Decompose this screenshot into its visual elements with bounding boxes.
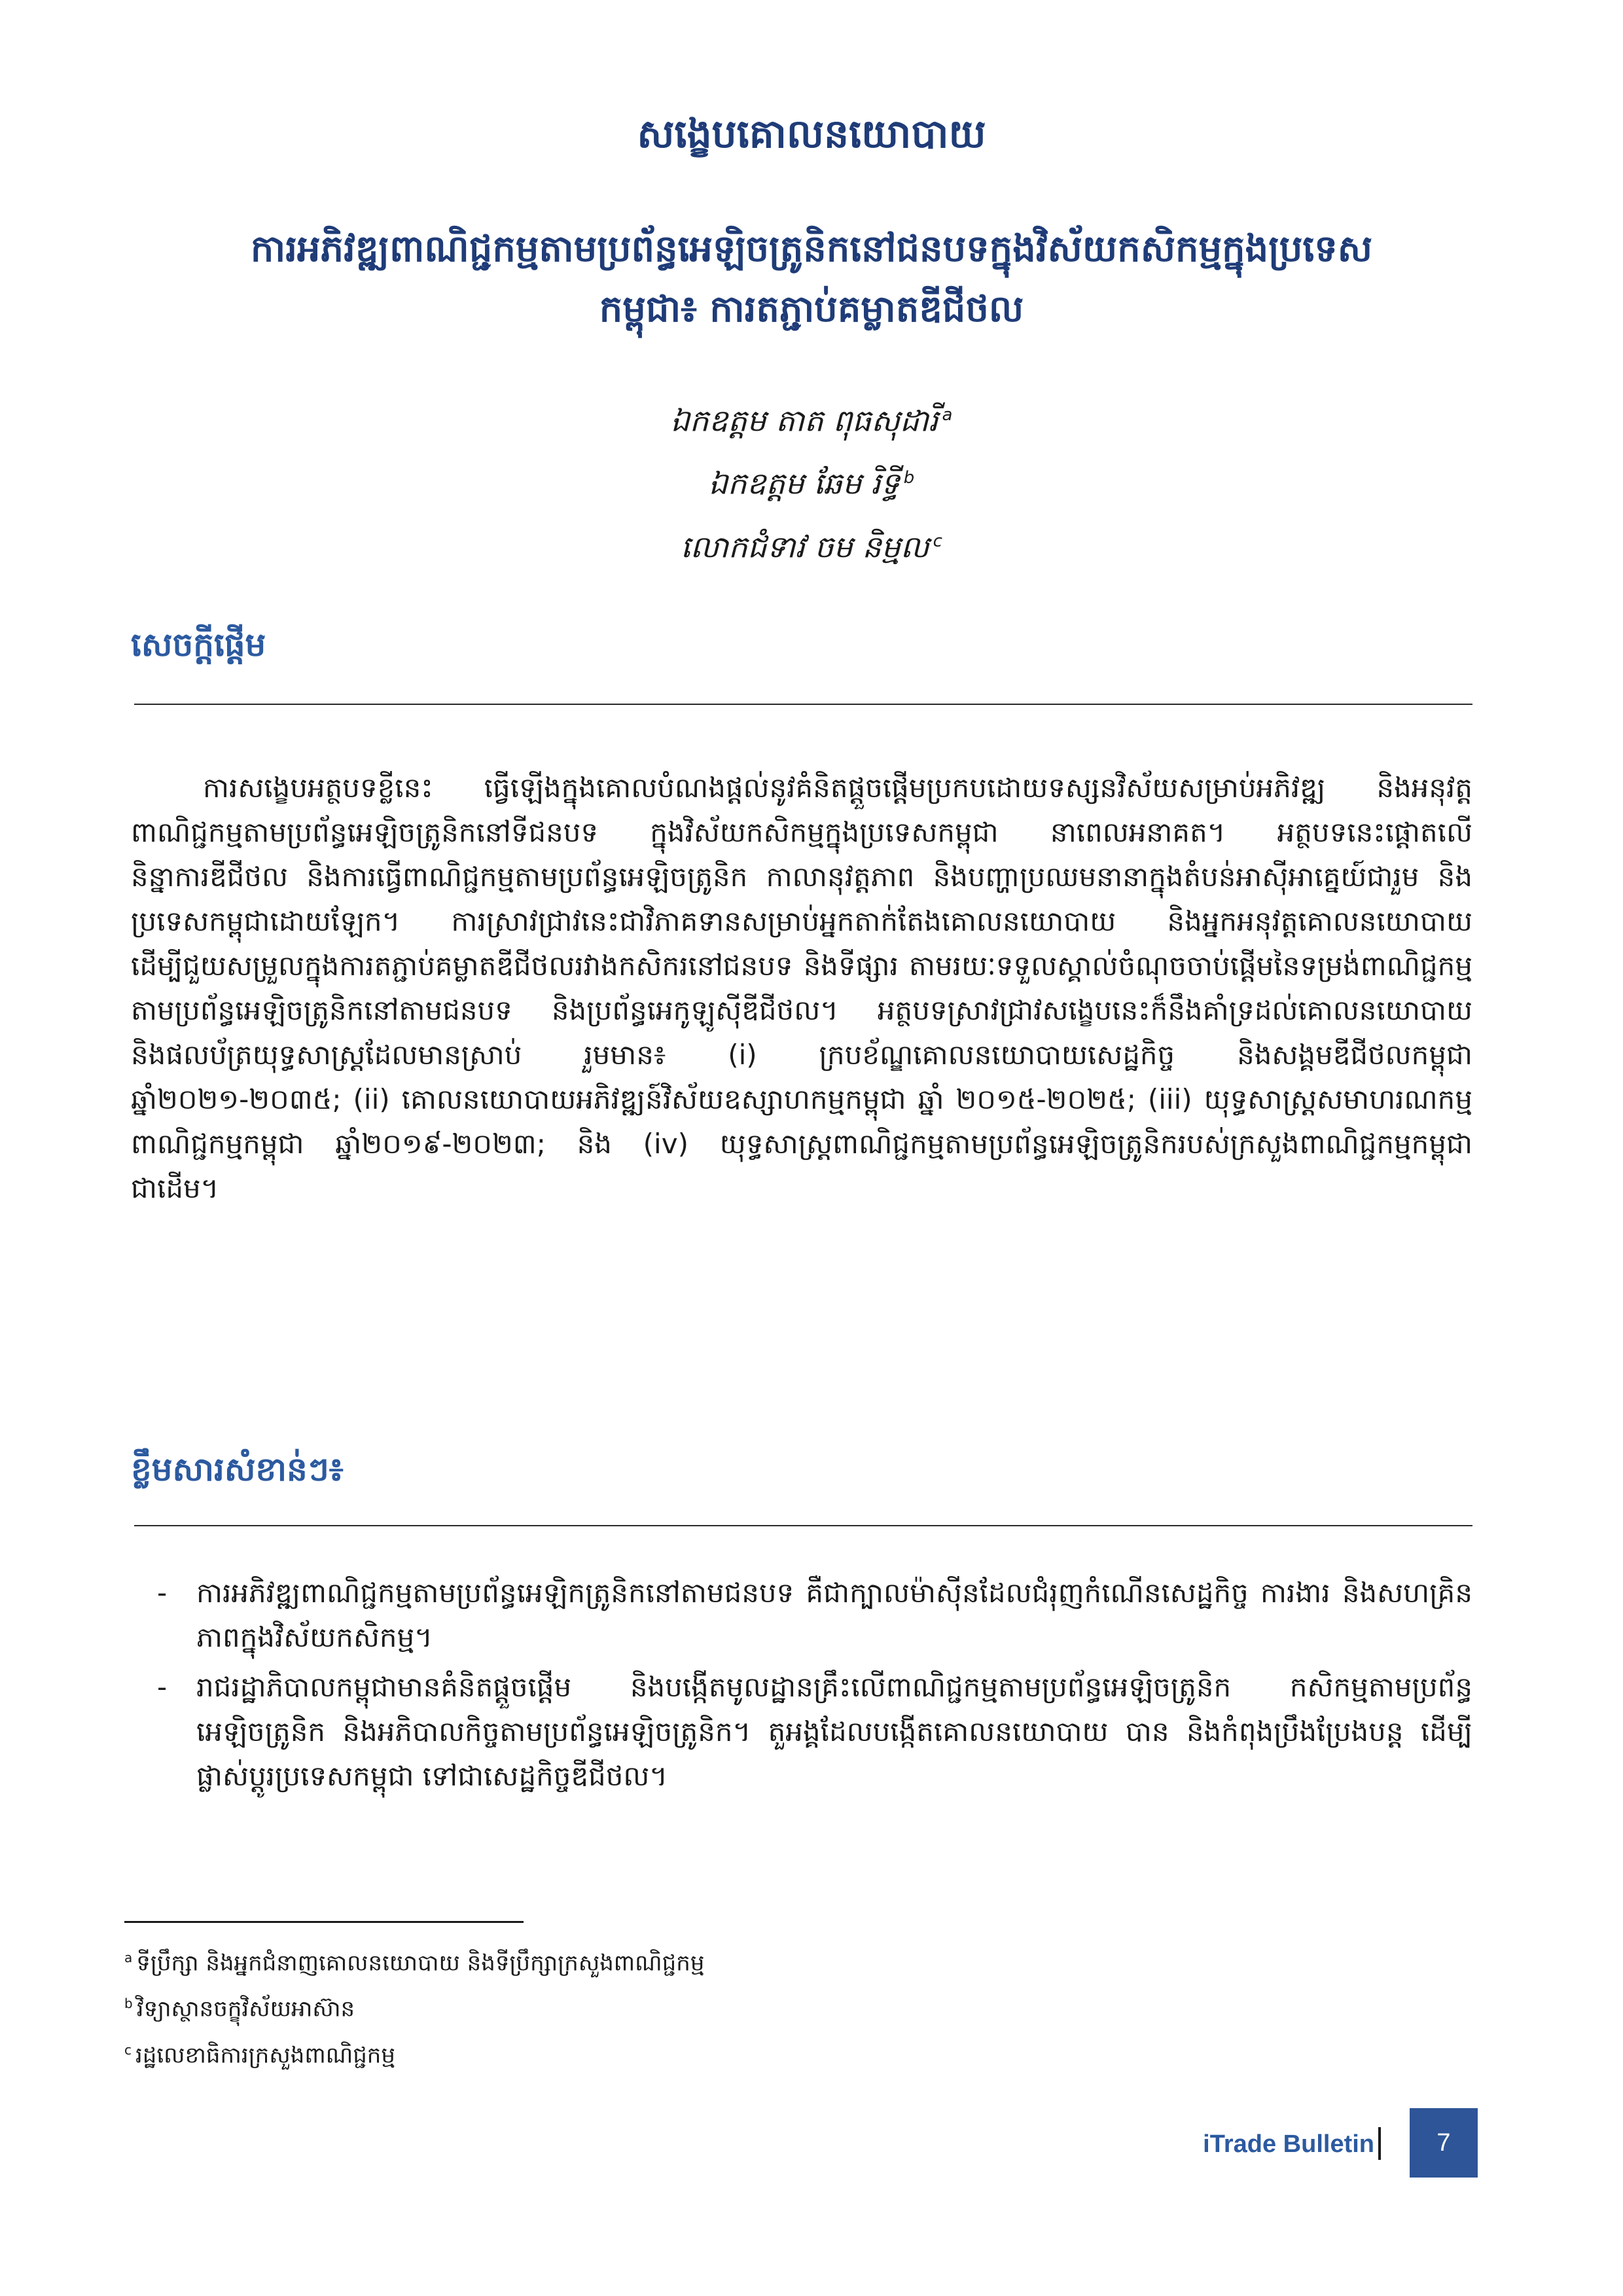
- page-number: 7: [1436, 2128, 1451, 2157]
- author-1: [131, 386, 1492, 449]
- bullet-dash: -: [157, 1671, 168, 1703]
- author-list: [131, 386, 1492, 575]
- author-footnote-mark: c: [933, 531, 942, 551]
- footnote-mark: c: [124, 2041, 132, 2058]
- footnote-b: [124, 1983, 704, 2029]
- key-messages-heading: ខ្លឹមសារសំខាន់ៗ៖: [131, 1450, 344, 1488]
- author-footnote-mark: a: [942, 405, 953, 425]
- author-3: [131, 512, 1492, 575]
- document-subtitle: [131, 219, 1492, 340]
- key-messages-divider: [134, 1525, 1472, 1526]
- footnote-separator: [124, 1921, 524, 1923]
- footnotes: [124, 1937, 704, 2075]
- author-footnote-mark: b: [903, 468, 915, 488]
- author-name: ឯកឧត្តម ឆែម រិទ្ធី: [708, 465, 900, 501]
- bullet-dash: -: [157, 1577, 168, 1609]
- list-item-text: រាជរដ្ឋាភិបាលកម្ពុជាមានគំនិតផ្តួចផ្តើម និងបង្កើតមូលដ្ឋានគ្រឹះលើពាណិជ្ជកម្មតាមប្រព័ន្ធអេឡិចត្រូនិក កសិកម្មតាមប្រព័ន្ធអេឡិចត្រូនិក និងអភិបាលកិច្ចតាមប្រព័ន្ធអេឡិចត្រូនិក។ តួអង្គដែលបង្កើតគោលនយោបាយ បាន និងកំពុងប្រឹងប្រែងបន្ត ដើម្បីផ្លាស់ប្តូរប្រទេសកម្ពុជា ទៅជាសេដ្ឋកិច្ចឌីជីថល។: [196, 1671, 1472, 1792]
- footnote-c: [124, 2030, 704, 2075]
- publication-name: iTrade Bulletin: [1203, 2130, 1374, 2158]
- key-messages-list: [131, 1571, 1472, 1804]
- intro-paragraph: ការសង្ខេបអត្ថបទខ្លីនេះ ធ្វើឡើងក្នុងគោលបំណងផ្តល់នូវគំនិតផ្តួចផ្តើមប្រកបដោយទស្សនវិស័យសម្រាប់អភិវឌ្ឍ និងអនុវត្តពាណិជ្ជកម្មតាមប្រព័ន្ធអេឡិចត្រូនិកនៅទីជនបទ ក្នុងវិស័យកសិកម្មក្នុងប្រទេសកម្ពុជា នាពេលអនាគត។ អត្ថបទនេះផ្តោតលើនិន្នាការឌីជីថល និងការធ្វើពាណិជ្ជកម្មតាមប្រព័ន្ធអេឡិចត្រូនិក កាលានុវត្តភាព និងបញ្ហាប្រឈមនានាក្នុងតំបន់អាស៊ីអាគ្នេយ៍ជារួម និងប្រទេសកម្ពុជាដោយឡែក។ ការស្រាវជ្រាវនេះជាវិភាគទានសម្រាប់អ្នកតាក់តែងគោលនយោបាយ និងអ្នកអនុវត្តគោលនយោបាយ ដើម្បីជួយសម្រួលក្នុងការតភ្ជាប់គម្លាតឌីជីថលរវាងកសិករនៅជនបទ និងទីផ្សារ តាមរយៈទទួលស្គាល់ចំណុចចាប់ផ្តើមនៃទម្រង់ពាណិជ្ជកម្មតាមប្រព័ន្ធអេឡិចត្រូនិកនៅតាមជនបទ និងប្រព័ន្ធអេកូឡូស៊ីឌីជីថល។ អត្ថបទស្រាវជ្រាវសង្ខេបនេះក៏នឹងគាំទ្រដល់គោលនយោបាយ និងផលប័ត្រយុទ្ធសាស្ត្រដែលមានស្រាប់ រួមមាន៖ (i) ក្របខ័ណ្ឌគោលនយោបាយសេដ្ឋកិច្ច និងសង្គមឌីជីថលកម្ពុជា ឆ្នាំ២០២១-២០៣៥; (ii) គោលនយោបាយអភិវឌ្ឍន៍វិស័យឧស្សាហកម្មកម្ពុជា ឆ្នាំ ២០១៥-២០២៥; (iii) យុទ្ធសាស្ត្រសមាហរណកម្មពាណិជ្ជកម្មកម្ពុជា ឆ្នាំ២០១៩-២០២៣; និង (iv) យុទ្ធសាស្ត្រពាណិជ្ជកម្មតាមប្រព័ន្ធអេឡិចត្រូនិករបស់ក្រសួងពាណិជ្ជកម្មកម្ពុជា ជាដើម។: [131, 772, 1472, 1204]
- intro-divider: [134, 704, 1472, 705]
- author-name: ឯកឧត្តម តាត ពុធសុដារី: [670, 403, 938, 439]
- footnote-mark: b: [124, 1996, 133, 2012]
- page-number-badge: [1410, 2108, 1478, 2178]
- list-item: [131, 1571, 1472, 1660]
- footnote-text: ទីប្រឹក្សា និងអ្នកជំនាញគោលនយោបាយ និងទីប្រឹក្សាក្រសួងពាណិជ្ជកម្ម: [136, 1950, 705, 1977]
- subtitle-line-1: ការអភិវឌ្ឍពាណិជ្ជកម្មតាមប្រព័ន្ធអេឡិចត្រូនិកនៅជនបទក្នុងវិស័យកសិកម្មក្នុងប្រទេស: [250, 228, 1373, 270]
- author-name: លោកជំទាវ ចម និម្មល: [681, 528, 929, 564]
- footnote-a: [124, 1937, 704, 1983]
- document-title: សង្ខេបគោលនយោបាយ: [637, 111, 986, 157]
- footnote-mark: a: [124, 1950, 133, 1965]
- author-2: [131, 449, 1492, 512]
- footnote-text: វិទ្យាស្ថានចក្ខុវិស័យអាស៊ាន: [136, 1996, 355, 2022]
- footer-separator: [1378, 2127, 1381, 2160]
- subtitle-line-2: កម្ពុជា៖ ការតភ្ជាប់គម្លាតឌីជីថល: [599, 288, 1024, 331]
- list-item-text: ការអភិវឌ្ឍពាណិជ្ជកម្មតាមប្រព័ន្ធអេឡិកត្រូនិកនៅតាមជនបទ គឺជាក្បាលម៉ាស៊ីនដែលជំរុញកំណើនសេដ្ឋកិច្ច ការងារ និងសហគ្រិនភាពក្នុងវិស័យកសិកម្ម។: [196, 1577, 1472, 1653]
- footnote-text: រដ្ឋលេខាធិការក្រសួងពាណិជ្ជកម្ម: [135, 2041, 395, 2068]
- intro-heading: សេចក្តីផ្តើម: [131, 626, 266, 664]
- list-item: [131, 1665, 1472, 1799]
